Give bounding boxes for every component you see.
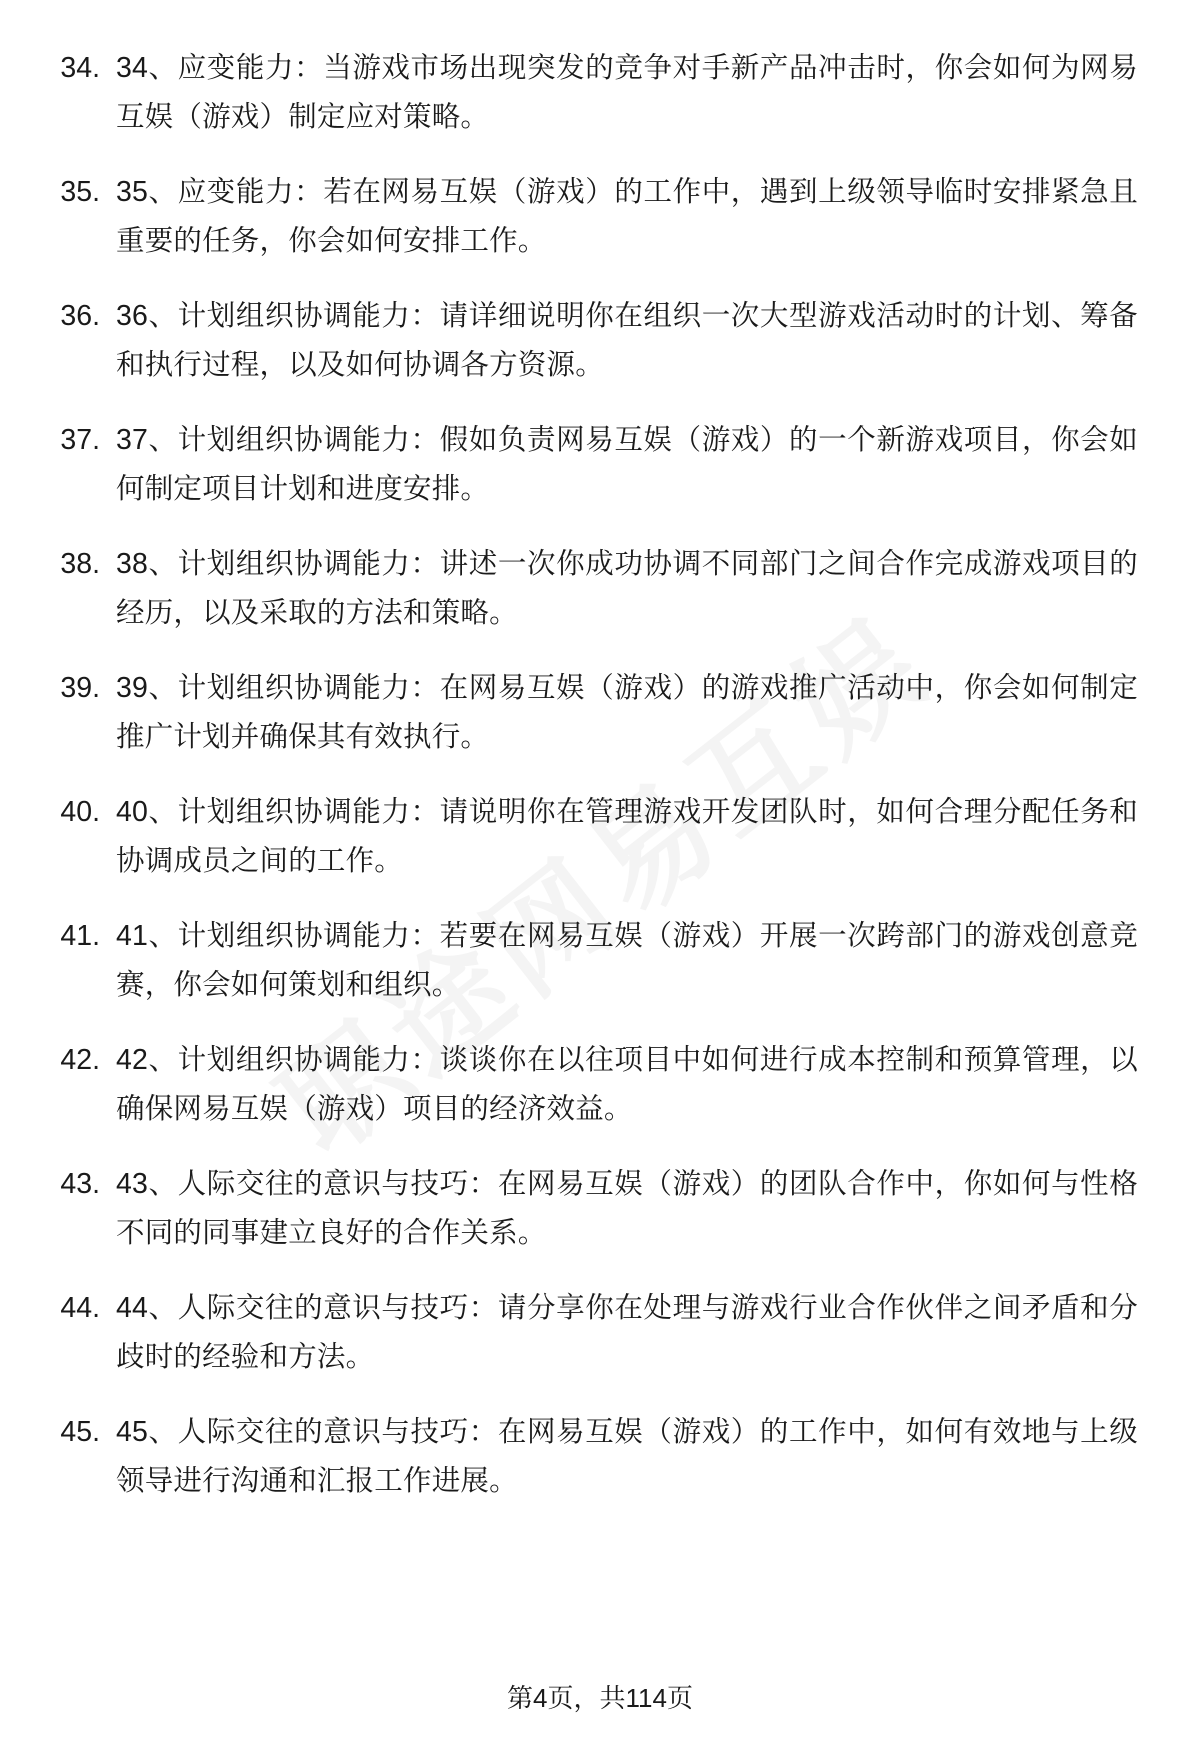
- question-list: [42, 44, 1138, 1506]
- question-text: 45、人际交往的意识与技巧：在网易互娱（游戏）的工作中，如何有效地与上级领导进行沟通和汇报工作进展。: [116, 1416, 1138, 1497]
- list-item: [42, 1036, 1138, 1134]
- question-text: 38、计划组织协调能力：讲述一次你成功协调不同部门之间合作完成游戏项目的经历，以及采取的方法和策略。: [116, 548, 1138, 629]
- list-item-marker: 36.: [60, 300, 100, 332]
- list-item-marker: 40.: [60, 796, 100, 828]
- list-item: [42, 912, 1138, 1010]
- question-text: 43、人际交往的意识与技巧：在网易互娱（游戏）的团队合作中，你如何与性格不同的同事建立良好的合作关系。: [116, 1168, 1138, 1249]
- question-text: 39、计划组织协调能力：在网易互娱（游戏）的游戏推广活动中，你会如何制定推广计划并确保其有效执行。: [116, 672, 1138, 753]
- list-item: [42, 1408, 1138, 1506]
- page-footer: 第4页，共114页: [507, 1683, 693, 1713]
- list-item: [42, 1284, 1138, 1382]
- list-item-marker: 39.: [60, 672, 100, 704]
- question-text: 34、应变能力：当游戏市场出现突发的竞争对手新产品冲击时，你会如何为网易互娱（游戏）制定应对策略。: [116, 52, 1138, 133]
- question-text: 36、计划组织协调能力：请详细说明你在组织一次大型游戏活动时的计划、筹备和执行过程，以及如何协调各方资源。: [116, 300, 1138, 381]
- list-item: [42, 292, 1138, 390]
- list-item-marker: 43.: [60, 1168, 100, 1200]
- list-item-marker: 37.: [60, 424, 100, 456]
- list-item-marker: 41.: [60, 920, 100, 952]
- list-item: [42, 168, 1138, 266]
- question-text: 44、人际交往的意识与技巧：请分享你在处理与游戏行业合作伙伴之间矛盾和分歧时的经验和方法。: [116, 1292, 1138, 1373]
- list-item: [42, 1160, 1138, 1258]
- question-text: 42、计划组织协调能力：谈谈你在以往项目中如何进行成本控制和预算管理，以确保网易互娱（游戏）项目的经济效益。: [116, 1044, 1138, 1125]
- question-text: 40、计划组织协调能力：请说明你在管理游戏开发团队时，如何合理分配任务和协调成员之间的工作。: [116, 796, 1138, 877]
- list-item: [42, 788, 1138, 886]
- list-item-marker: 45.: [60, 1416, 100, 1448]
- list-item: [42, 540, 1138, 638]
- list-item-marker: 35.: [60, 176, 100, 208]
- list-item-marker: 42.: [60, 1044, 100, 1076]
- list-item: [42, 44, 1138, 142]
- list-item-marker: 38.: [60, 548, 100, 580]
- question-text: 35、应变能力：若在网易互娱（游戏）的工作中，遇到上级领导临时安排紧急且重要的任务，你会如何安排工作。: [116, 176, 1138, 257]
- list-item-marker: 34.: [60, 52, 100, 84]
- list-item-marker: 44.: [60, 1292, 100, 1324]
- question-text: 41、计划组织协调能力：若要在网易互娱（游戏）开展一次跨部门的游戏创意竞赛，你会如何策划和组织。: [116, 920, 1138, 1001]
- list-item: [42, 664, 1138, 762]
- list-item: [42, 416, 1138, 514]
- question-text: 37、计划组织协调能力：假如负责网易互娱（游戏）的一个新游戏项目，你会如何制定项目计划和进度安排。: [116, 424, 1138, 505]
